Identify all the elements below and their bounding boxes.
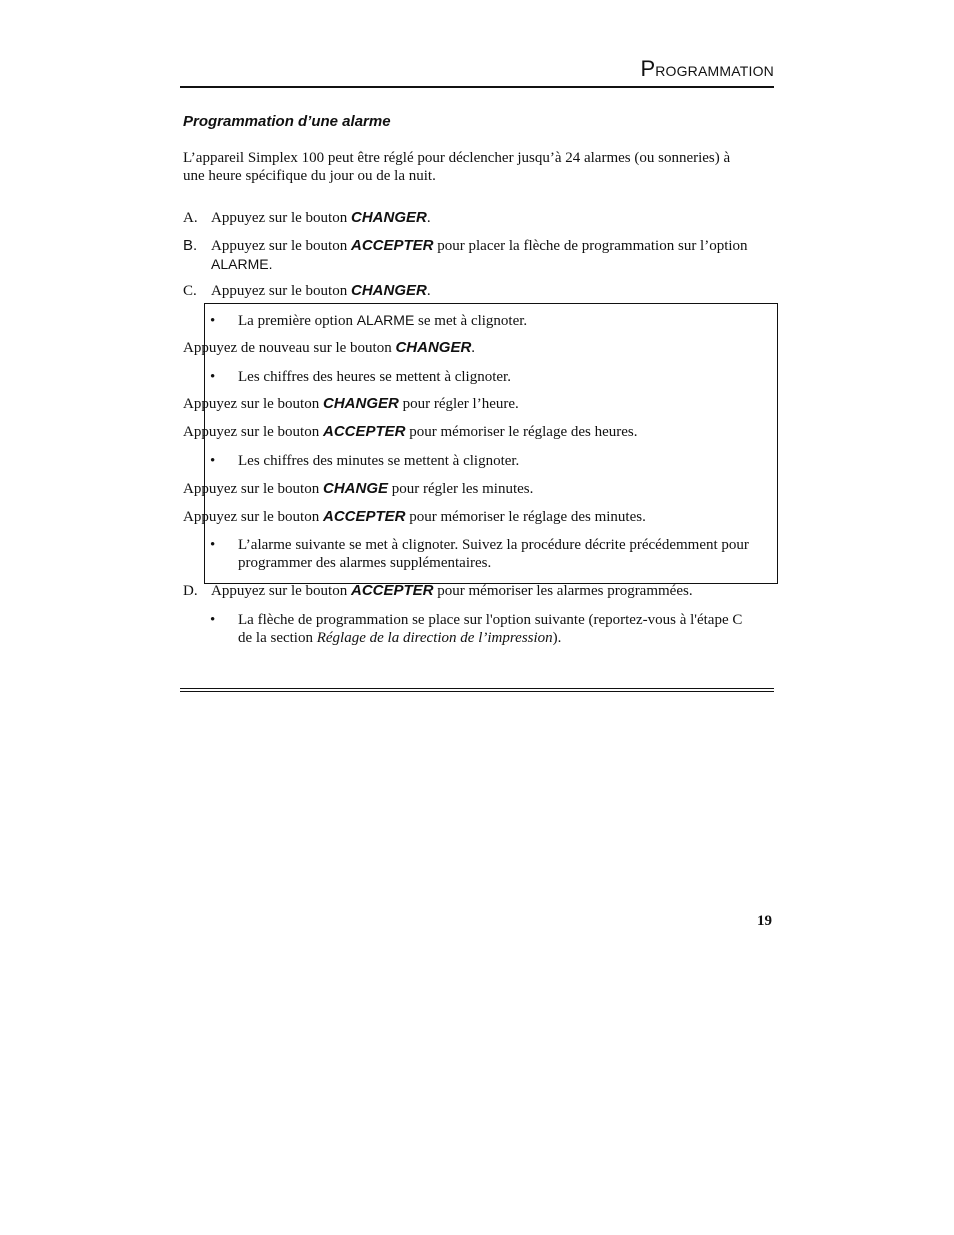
step-c-marker: C. (183, 283, 197, 299)
running-header (180, 56, 774, 86)
step-a-marker: A. (183, 210, 198, 226)
line-again-prefix: Appuyez de nouveau sur le bouton (183, 340, 396, 356)
bullet-2-text: Les chiffres des heures se mettent à clignoter. (238, 369, 511, 385)
line-hour-save-suffix: pour mémoriser le réglage des heures. (405, 424, 638, 440)
bullet-5-dot: • (210, 612, 216, 628)
step-d-suffix: pour mémoriser les alarmes programmées. (433, 583, 693, 599)
step-d-button: ACCEPTER (350, 582, 434, 599)
line-hour-set-button: CHANGER (322, 395, 399, 412)
bullet-3-text: Les chiffres des minutes se mettent à clignoter. (238, 453, 520, 469)
bullet-4-line-1: L’alarme suivante se met à clignoter. Suivez la procédure décrite précédemment pour (238, 537, 749, 553)
line-min-save-suffix: pour mémoriser le réglage des minutes. (405, 509, 646, 525)
bullet-1-dot: • (210, 313, 216, 329)
step-c-button: CHANGER (350, 282, 427, 299)
bullet-5 (210, 611, 742, 629)
bullet-5-line-2 (238, 629, 561, 647)
line-min-save-button: ACCEPTER (322, 508, 406, 525)
footer-rule-bottom (180, 691, 774, 692)
step-c-suffix: . (426, 283, 431, 299)
footer-rule-top (180, 688, 774, 689)
bullet-5-line-1: La flèche de programmation se place sur l'option suivante (reportez-vous à l'étape C (238, 612, 743, 628)
header-initial: P (640, 56, 656, 81)
intro-line-1: L’appareil Simplex 100 peut être réglé pour déclencher jusqu’à 24 alarmes (ou sonneries) à (183, 150, 731, 166)
line-again-button: CHANGER (395, 339, 472, 356)
intro-line-2: une heure spécifique du jour ou de la nuit. (183, 168, 436, 184)
step-b-suffix: pour placer la flèche de programmation sur l’option (433, 238, 748, 254)
line-min-save (183, 508, 646, 526)
step-c-prefix: Appuyez sur le bouton (211, 283, 351, 299)
line-hour-save (183, 423, 638, 441)
step-b-line-2: ALARME. (211, 256, 273, 272)
bullet-1-prefix: La première option (238, 313, 357, 329)
bullet-5-line-2-suffix: ). (552, 630, 562, 646)
bullet-4 (210, 536, 749, 554)
step-c (183, 282, 431, 300)
header-rule (180, 86, 774, 88)
line-hour-save-prefix: Appuyez sur le bouton (183, 424, 323, 440)
bullet-3 (210, 452, 519, 470)
step-b-button: ACCEPTER (350, 237, 434, 254)
line-hour-set (183, 395, 519, 413)
header-rest: ROGRAMMATION (655, 63, 774, 79)
line-min-save-prefix: Appuyez sur le bouton (183, 509, 323, 525)
bullet-5-section-ref: Réglage de la direction de l’impression (316, 630, 553, 646)
line-min-set-button: CHANGE (322, 480, 388, 497)
line-min-set-suffix: pour régler les minutes. (388, 481, 534, 497)
line-hour-set-suffix: pour régler l’heure. (398, 396, 519, 412)
line-again (183, 339, 475, 357)
step-a-suffix: . (426, 210, 431, 226)
bullet-1-keyword: ALARME (356, 312, 415, 328)
line-again-suffix: . (471, 340, 476, 356)
step-a-prefix: Appuyez sur le bouton (211, 210, 351, 226)
bullet-3-dot: • (210, 453, 216, 469)
line-min-set (183, 480, 533, 498)
line-hour-set-prefix: Appuyez sur le bouton (183, 396, 323, 412)
step-d (183, 582, 693, 600)
page-number: 19 (757, 913, 772, 929)
step-b-marker: B. (183, 237, 198, 254)
step-b-prefix: Appuyez sur le bouton (211, 238, 351, 254)
line-min-set-prefix: Appuyez sur le bouton (183, 481, 323, 497)
bullet-1 (210, 311, 527, 330)
step-a-button: CHANGER (350, 209, 427, 226)
step-a (183, 209, 431, 227)
line-hour-save-button: ACCEPTER (322, 423, 406, 440)
step-d-prefix: Appuyez sur le bouton (211, 583, 351, 599)
bullet-2-dot: • (210, 369, 216, 385)
bullet-5-line-2-prefix: de la section (238, 630, 317, 646)
step-d-marker: D. (183, 583, 198, 599)
bullet-2 (210, 368, 511, 386)
section-title: Programmation d’une alarme (183, 113, 391, 130)
bullet-1-suffix: se met à clignoter. (414, 313, 528, 329)
step-b (183, 237, 748, 255)
bullet-4-dot: • (210, 537, 216, 553)
bullet-4-line-2: programmer des alarmes supplémentaires. (238, 555, 492, 571)
